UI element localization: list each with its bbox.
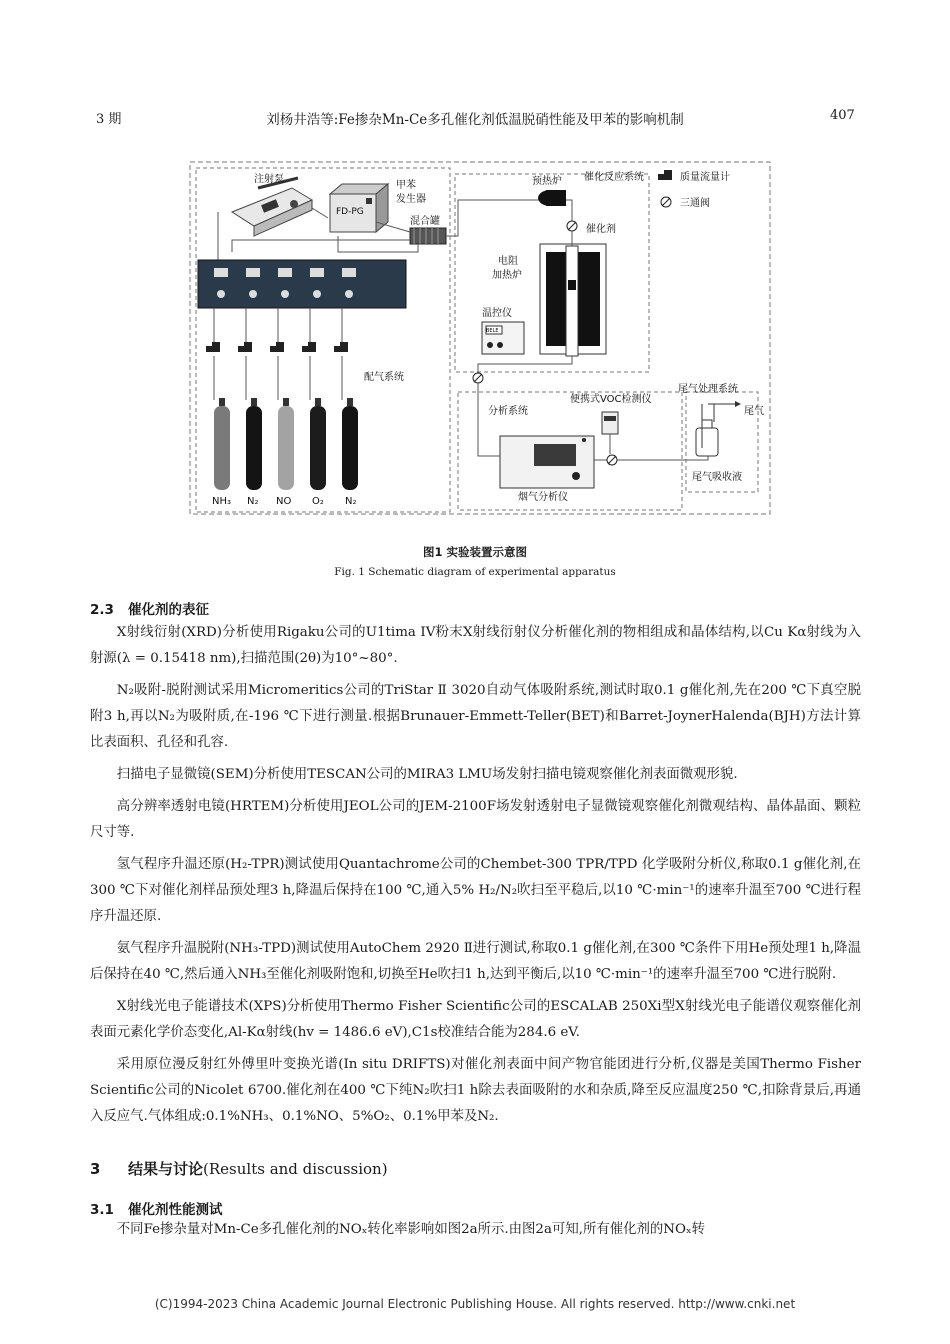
label-preheater: 预热炉: [532, 176, 562, 187]
section-number: 3.1: [90, 1202, 114, 1218]
section-number: 2.3: [90, 602, 114, 618]
cylinder-label: O₂: [312, 496, 324, 507]
legend-valve-icon: [661, 197, 671, 207]
running-title: 刘杨井浩等:Fe掺杂Mn-Ce多孔催化剂低温脱硝性能及甲苯的影响机制: [266, 112, 684, 128]
temperature-controller: [482, 322, 524, 354]
paragraph: 高分辨率透射电镜(HRTEM)分析使用JEOL公司的JEM-2100F场发射透射电子显微镜观察催化剂微观结构、晶体晶面、颗粒尺寸等.: [90, 799, 861, 840]
absorption-bottle: [696, 404, 718, 456]
section-3-1-body: [90, 1217, 861, 1243]
cylinder-label: NH₃: [212, 496, 232, 507]
label-tail-gas: 尾气: [744, 406, 764, 417]
section-title: 催化剂的表征: [128, 602, 209, 618]
three-way-valve-icon: [567, 221, 577, 231]
gas-cylinders: [214, 398, 358, 490]
label-tail-absorb: 尾气吸收液: [692, 472, 742, 483]
cylinder-label: NO: [276, 496, 292, 507]
apparatus-schematic: [188, 160, 772, 516]
section-heading-3-1: [90, 1198, 223, 1218]
legend-mfc-label: 质量流量计: [680, 172, 730, 183]
cylinder-label: N₂: [247, 496, 259, 507]
section-heading-2-3: [90, 598, 209, 618]
label-tail-system: 尾气处理系统: [678, 384, 738, 395]
paragraph: 氢气程序升温还原(H₂-TPR)测试使用Quantachrome公司的Chembet-300 TPR/TPD 化学吸附分析仪,称取0.1 g催化剂,在300 ℃下对催化剂样品预处理3 h,降温后保持在100 ℃,通入5% H₂/N₂吹扫至平稳后,以10 ℃·min⁻¹的速率升温至700 ℃进行程序升温还原.: [90, 857, 861, 924]
flow-meter-panel: [198, 260, 406, 308]
legend-mfc-icon: [658, 170, 672, 180]
section-number: 3: [90, 1160, 101, 1178]
legend-valve-label: 三通阀: [680, 198, 710, 209]
paragraph: N₂吸附-脱附测试采用Micromeritics公司的TriStar Ⅱ 3020自动气体吸附系统,测试时取0.1 g催化剂,先在200 ℃下真空脱附3 h,再以N₂为吸附质,在-196 ℃下进行测量.根据Brunauer-Emmett-Teller(BET)和Barret-JoynerHalenda(BJH)方法计算比表面积、孔径和孔容.: [90, 683, 861, 750]
copyright-footer: (C)1994-2023 China Academic Journal Electronic Publishing House. All rights reserved. http://www.cnki.net: [154, 1297, 796, 1311]
section-title-en: (Results and discussion): [203, 1160, 388, 1178]
label-temp-controller: 温控仪: [482, 308, 512, 319]
three-way-valve-icon: [473, 373, 483, 383]
label-voc-detector: 便携式VOC检测仪: [570, 394, 652, 405]
flue-gas-analyzer: [500, 436, 594, 488]
paragraph: X射线衍射(XRD)分析使用Rigaku公司的U1tima IV粉末X射线衍射仪分析催化剂的物相组成和晶体结构,以Cu Kα射线为入射源(λ = 0.15418 nm),扫描范围(2θ)为10°~80°.: [90, 625, 861, 666]
figure-caption-cn: 图1 实验装置示意图: [422, 545, 527, 559]
label-furnace-2: 加热炉: [492, 270, 522, 281]
label-analysis-system: 分析系统: [488, 406, 528, 417]
injection-pump: [232, 178, 312, 236]
preheater: [538, 190, 566, 206]
label-catalyst: 催化剂: [586, 224, 616, 235]
label-mixing-tank: 混合罐: [410, 216, 440, 227]
label-temp-display: BELE: [486, 328, 499, 334]
voc-detector: [602, 412, 618, 434]
page-number: 407: [830, 108, 855, 123]
mass-flow-controller-icon: [206, 342, 348, 352]
cylinder-label: N₂: [345, 496, 357, 507]
paragraph: 氨气程序升温脱附(NH₃-TPD)测试使用AutoChem 2920 Ⅱ进行测试,称取0.1 g催化剂,在300 ℃条件下用He预处理1 h,降温后保持在40 ℃,然后通入NH₃至催化剂吸附饱和,切换至He吹扫1 h,达到平衡后,以10 ℃·min⁻¹的速率升温至700 ℃进行脱附.: [90, 941, 861, 982]
section-2-3-body: [90, 620, 861, 1130]
section-title: 催化剂性能测试: [128, 1202, 223, 1218]
section-heading-3: [90, 1158, 388, 1179]
label-furnace-1: 电阻: [498, 256, 518, 267]
label-injection-pump: 注射泵: [254, 174, 284, 185]
paragraph: X射线光电子能谱技术(XPS)分析使用Thermo Fisher Scientific公司的ESCALAB 250Xi型X射线光电子能谱仪观察催化剂表面元素化学价态变化,Al-Kα射线(hv = 1486.6 eV),C1s校准结合能为284.6 eV.: [90, 999, 861, 1040]
label-fd-pg: FD-PG: [336, 207, 364, 217]
paragraph: 不同Fe掺杂量对Mn-Ce多孔催化剂的NOₓ转化率影响如图2a所示.由图2a可知,所有催化剂的NOₓ转: [116, 1222, 706, 1237]
label-flue-gas-analyzer: 烟气分析仪: [518, 492, 568, 503]
resistance-furnace: [540, 244, 606, 356]
label-toluene-1: 甲苯: [396, 180, 416, 191]
label-toluene-2: 发生器: [396, 194, 426, 205]
figure-caption-en: Fig. 1 Schematic diagram of experimental apparatus: [334, 566, 616, 578]
section-title: 结果与讨论: [128, 1160, 204, 1178]
three-way-valve-icon: [607, 455, 617, 465]
paragraph: 扫描电子显微镜(SEM)分析使用TESCAN公司的MIRA3 LMU场发射扫描电镜观察催化剂表面微观形貌.: [116, 767, 738, 782]
label-gas-system: 配气系统: [364, 372, 404, 383]
paragraph: 采用原位漫反射红外傅里叶变换光谱(In situ DRIFTS)对催化剂表面中间产物官能团进行分析,仪器是美国Thermo Fisher Scientific公司的Nicolet 6700.催化剂在400 ℃下纯N₂吹扫1 h除去表面吸附的水和杂质,降至反应温度250 ℃,扣除背景后,再通入反应气.气体组成:0.1%NH₃、0.1%NO、5%O₂、0.1%甲苯及N₂.: [90, 1057, 861, 1124]
label-catalytic-system: 催化反应系统: [584, 172, 644, 183]
issue-number: 3 期: [96, 112, 122, 127]
mixing-tank: [410, 228, 446, 244]
